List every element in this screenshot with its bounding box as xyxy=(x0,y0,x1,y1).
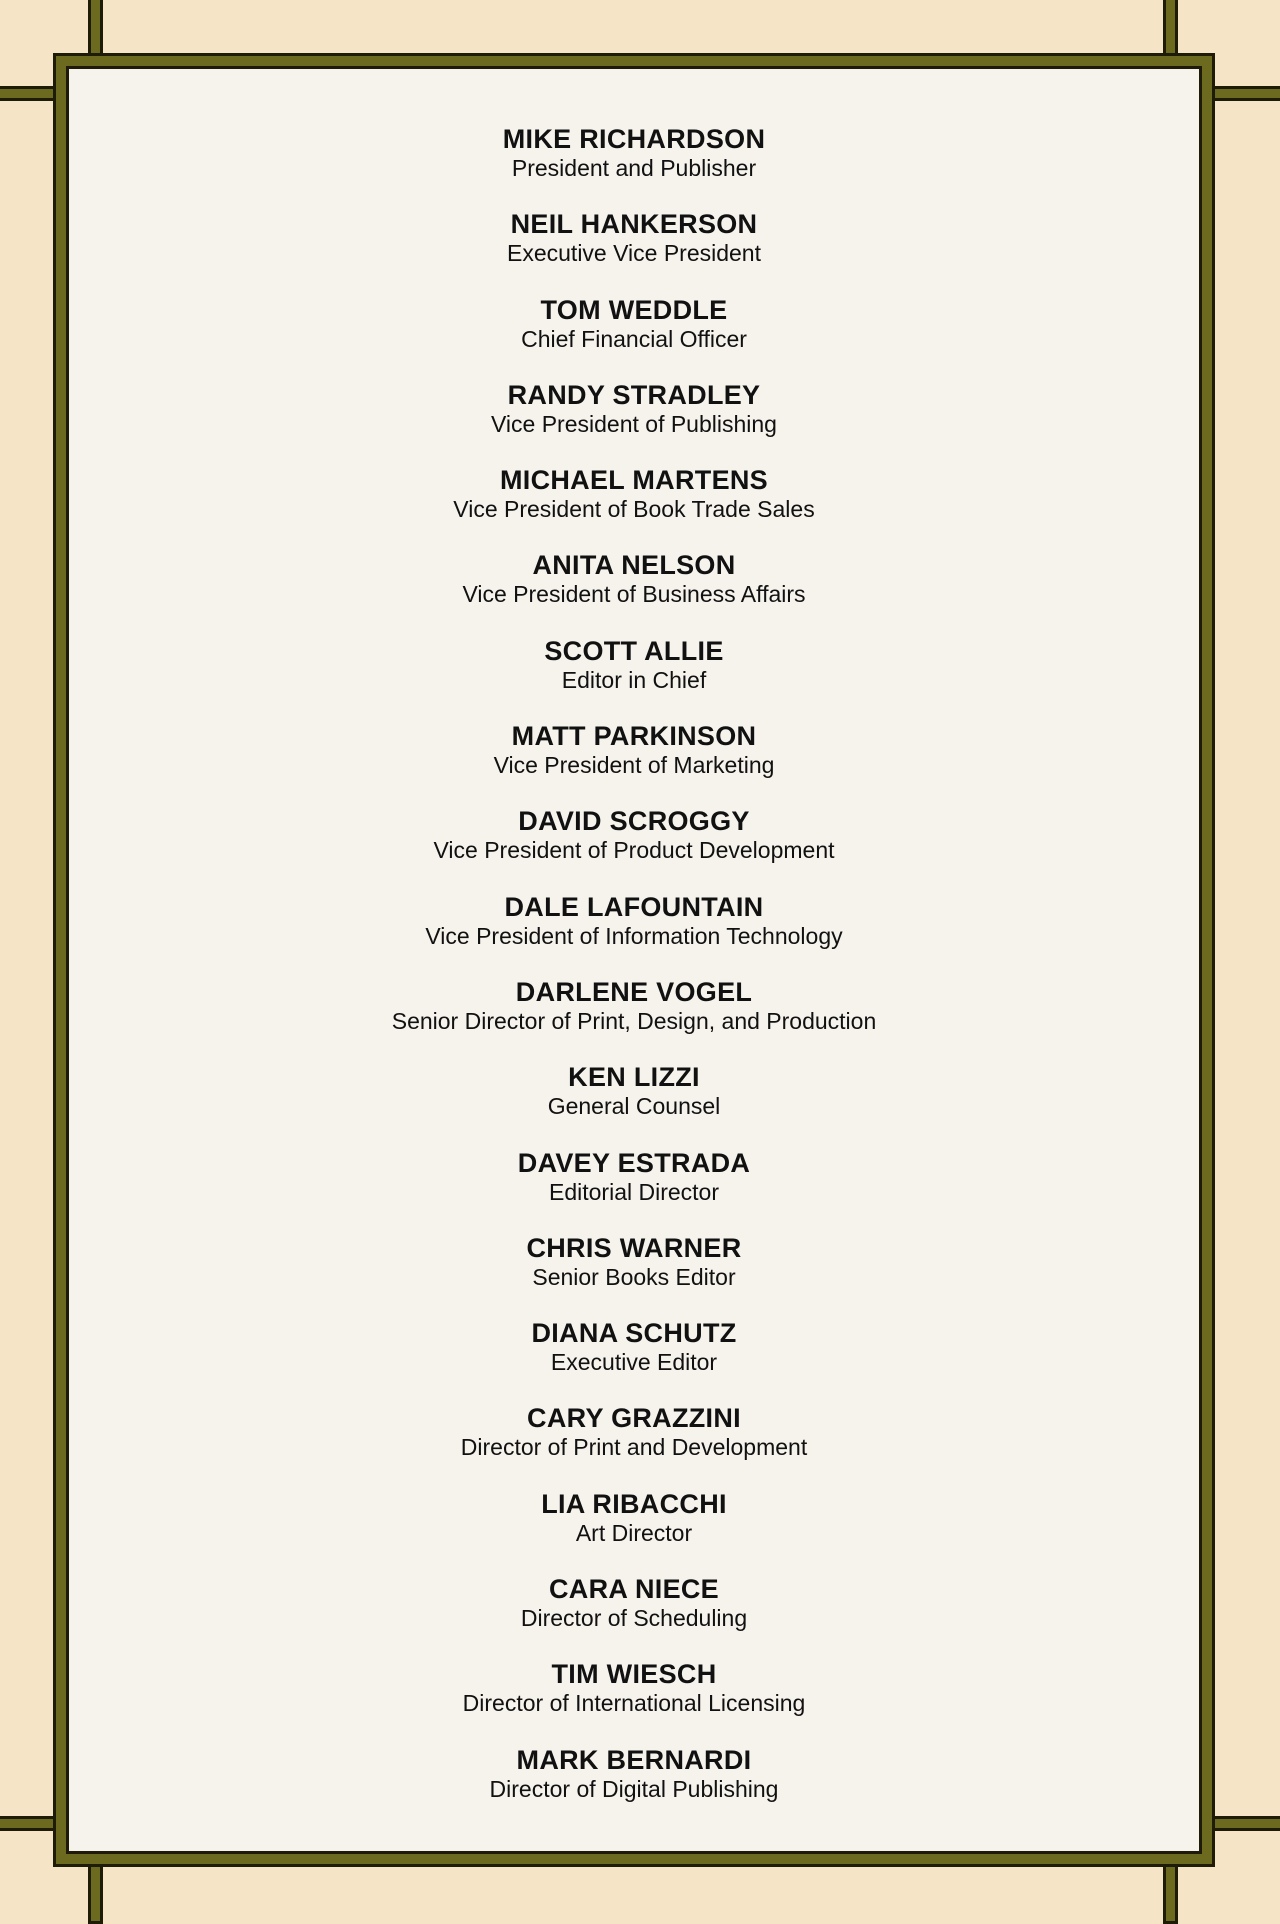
background-divider-horizontal-left-top xyxy=(0,86,56,101)
staff-title: Art Director xyxy=(575,1519,693,1546)
staff-entry xyxy=(69,465,1199,550)
staff-title: Executive Vice President xyxy=(507,240,761,267)
staff-entry xyxy=(69,124,1199,209)
staff-entry xyxy=(69,1233,1199,1318)
staff-entry xyxy=(69,1574,1199,1659)
staff-name: MARK BERNARDI xyxy=(516,1744,752,1775)
staff-name: SCOTT ALLIE xyxy=(544,635,724,666)
staff-entry xyxy=(69,1489,1199,1574)
background-divider-horizontal-right-top xyxy=(1212,86,1280,101)
staff-title: Vice President of Business Affairs xyxy=(462,581,806,608)
staff-name: NEIL HANKERSON xyxy=(510,209,758,240)
staff-title: General Counsel xyxy=(547,1093,721,1120)
staff-title: Director of Scheduling xyxy=(520,1605,748,1632)
staff-entry xyxy=(69,1745,1199,1830)
background-divider-vertical-right-bottom xyxy=(1163,1864,1178,1924)
staff-title: President and Publisher xyxy=(511,155,757,181)
staff-name: TOM WEDDLE xyxy=(540,294,728,325)
staff-entry xyxy=(69,1318,1199,1403)
staff-entry xyxy=(69,977,1199,1062)
staff-name: DALE LAFOUNTAIN xyxy=(504,891,764,922)
staff-entry xyxy=(69,550,1199,635)
staff-list xyxy=(69,124,1199,1830)
staff-title: Editorial Director xyxy=(549,1178,719,1205)
staff-entry xyxy=(69,209,1199,294)
staff-name: RANDY STRADLEY xyxy=(507,379,761,410)
staff-title: Director of Digital Publishing xyxy=(489,1775,779,1802)
staff-name: DARLENE VOGEL xyxy=(515,976,753,1007)
staff-title: Senior Director of Print, Design, and Production xyxy=(391,1007,877,1034)
content-panel xyxy=(66,66,1202,1854)
background-divider-vertical-right-top xyxy=(1163,0,1178,56)
staff-title: Vice President of Book Trade Sales xyxy=(453,496,815,523)
background-divider-vertical-left-bottom xyxy=(88,1864,103,1924)
background-divider-vertical-left-top xyxy=(88,0,103,56)
staff-name: DAVEY ESTRADA xyxy=(517,1147,751,1178)
staff-name: DIANA SCHUTZ xyxy=(531,1318,737,1349)
staff-entry xyxy=(69,380,1199,465)
staff-name: MICHAEL MARTENS xyxy=(499,465,768,496)
staff-title: Vice President of Information Technology xyxy=(425,922,843,949)
staff-name: KEN LIZZI xyxy=(568,1062,700,1093)
staff-name: CARA NIECE xyxy=(548,1574,719,1605)
staff-entry xyxy=(69,1403,1199,1488)
background-divider-horizontal-right-bottom xyxy=(1212,1816,1280,1831)
staff-title: Editor in Chief xyxy=(561,666,707,693)
staff-name: TIM WIESCH xyxy=(551,1659,717,1690)
staff-entry xyxy=(69,1659,1199,1744)
staff-name: MATT PARKINSON xyxy=(511,721,757,752)
staff-entry xyxy=(69,295,1199,380)
staff-title: Senior Books Editor xyxy=(532,1263,736,1290)
staff-title: Chief Financial Officer xyxy=(521,325,747,352)
staff-entry xyxy=(69,1148,1199,1233)
staff-entry xyxy=(69,892,1199,977)
staff-name: CHRIS WARNER xyxy=(526,1232,742,1263)
staff-entry xyxy=(69,636,1199,721)
staff-title: Vice President of Product Development xyxy=(433,837,835,864)
staff-entry xyxy=(69,721,1199,806)
staff-name: CARY GRAZZINI xyxy=(527,1403,741,1434)
staff-entry xyxy=(69,806,1199,891)
staff-entry xyxy=(69,1062,1199,1147)
staff-title: Executive Editor xyxy=(550,1349,718,1376)
page-frame xyxy=(53,53,1215,1867)
staff-name: DAVID SCROGGY xyxy=(518,806,750,837)
staff-name: MIKE RICHARDSON xyxy=(502,124,766,154)
staff-name: LIA RIBACCHI xyxy=(541,1488,727,1519)
staff-title: Director of Print and Development xyxy=(460,1434,808,1461)
staff-title: Director of International Licensing xyxy=(462,1690,806,1717)
staff-title: Vice President of Marketing xyxy=(493,752,775,779)
background-divider-horizontal-left-bottom xyxy=(0,1816,56,1831)
staff-title: Vice President of Publishing xyxy=(491,410,777,437)
staff-name: ANITA NELSON xyxy=(532,550,736,581)
